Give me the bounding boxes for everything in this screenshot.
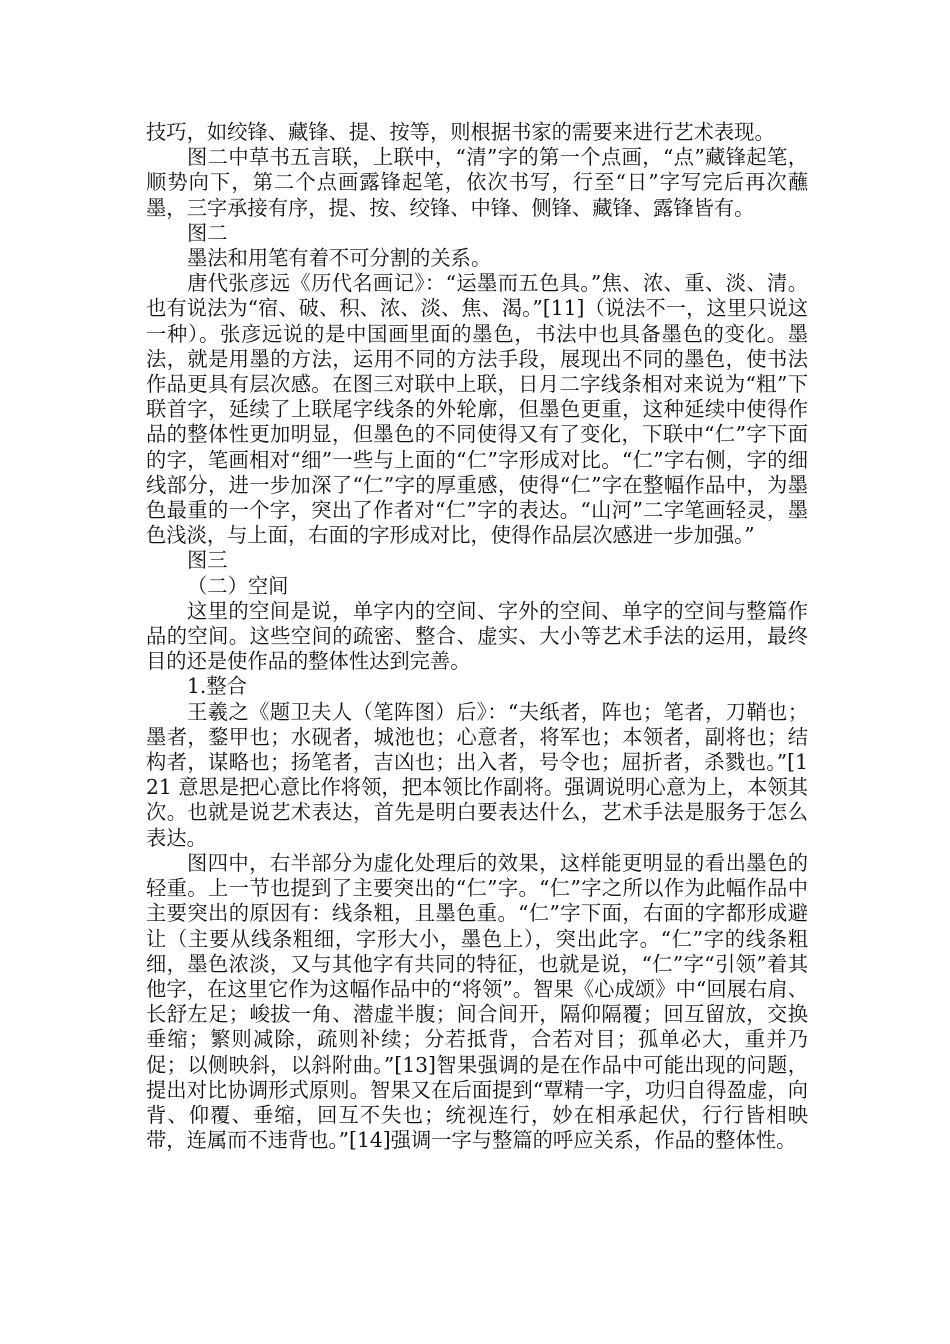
paragraph-space-intro: 这里的空间是说，单字内的空间、字外的空间、单字的空间与整篇作品的空间。这些空间的疏密、整合、虚实、大小等艺术手法的运用，最终目的还是使作品的整体性达到完善。	[146, 598, 808, 674]
paragraph-ink-method: 唐代张彦远《历代名画记》：“运墨而五色具。”焦、浓、重、淡、清。也有说法为“宿、破、积、浓、淡、焦、渴。”[11]（说法不一，这里只说这一种）。张彦远说的是中国画里面的墨色，书法中也具备墨色的变化。墨法，就是用墨的方法，运用不同的方法手段，展现出不同的墨色，使书法作品更具有层次感。在图三对联中上联，日月二字线条相对来说为“粗”下联首字，延续了上联尾字线条的外轮廓，但墨色更重，这种延续中使得作品的整体性更加明显，但墨色的不同使得又有了变化，下联中“仁”字下面的字，笔画相对“细”一些与上面的“仁”字形成对比。“仁”字右侧，字的细线部分，进一步加深了“仁”字的厚重感，使得“仁”字在整幅作品中，为墨色最重的一个字，突出了作者对“仁”字的表达。“山河”二字笔画轻灵，墨色浅淡，与上面，右面的字形成对比，使得作品层次感进一步加强。”	[146, 271, 808, 548]
document-body	[146, 120, 808, 1153]
paragraph-ink-brush: 墨法和用笔有着不可分割的关系。	[187, 246, 492, 271]
figure-caption-2: 图二	[187, 220, 228, 245]
section-heading-space: （二）空间	[187, 573, 289, 598]
subsection-heading-integration: 1.整合	[187, 674, 247, 699]
paragraph-techniques: 技巧，如绞锋、藏锋、提、按等，则根据书家的需要来进行艺术表现。	[146, 120, 775, 144]
paragraph-figure2-analysis: 图二中草书五言联，上联中，“清”字的第一个点画，“点”藏锋起笔，顺势向下，第二个点画露锋起笔，依次书写，行至“日”字写完后再次蘸墨，三字承接有序，提、按、绞锋、中锋、侧锋、藏锋、露锋皆有。	[146, 145, 808, 220]
paragraph-wang-xizhi: 王羲之《题卫夫人（笔阵图）后》：“夫纸者，阵也；笔者，刀鞘也；墨者，鍪甲也；水砚者，城池也；心意者，将军也；本领者，副将也；结构者，谋略也；扬笔者，吉凶也；出入者，号令也；屈折者，杀戮也。”[121 意思是把心意比作将领，把本领比作副将。强调说明心意为上，本领其次。也就是说艺术表达，首先是明白要表达什么，艺术手法是服务于怎么表达。	[146, 699, 808, 850]
paragraph-figure4-analysis: 图四中，右半部分为虚化处理后的效果，这样能更明显的看出墨色的轻重。上一节也提到了主要突出的“仁”字。“仁”字之所以作为此幅作品中主要突出的原因有：线条粗，且墨色重。“仁”字下面，右面的字都形成避让（主要从线条粗细，字形大小，墨色上），突出此字。“仁”字的线条粗细，墨色浓淡，又与其他字有共同的特征，也就是说，“仁”字“引领”着其他字，在这里它作为这幅作品中的“将领”。智果《心成颂》中“回展右肩、长舒左足；峻拔一角、潜虚半腹；间合间开，隔仰隔覆；回互留放，交换垂缩；繁则减除，疏则补续；分若抵背，合若对目；孤单必大，重并乃促；以侧映斜，以斜附曲。”[13]智果强调的是在作品中可能出现的问题，提出对比协调形式原则。智果又在后面提到“覃精一字，功归自得盈虚，向背、仰覆、垂缩，回互不失也；统视连行，妙在相承起伏，行行皆相映带，连属而不违背也。”[14]强调一字与整篇的呼应关系，作品的整体性。	[146, 850, 808, 1153]
figure-caption-3: 图三	[187, 548, 228, 573]
